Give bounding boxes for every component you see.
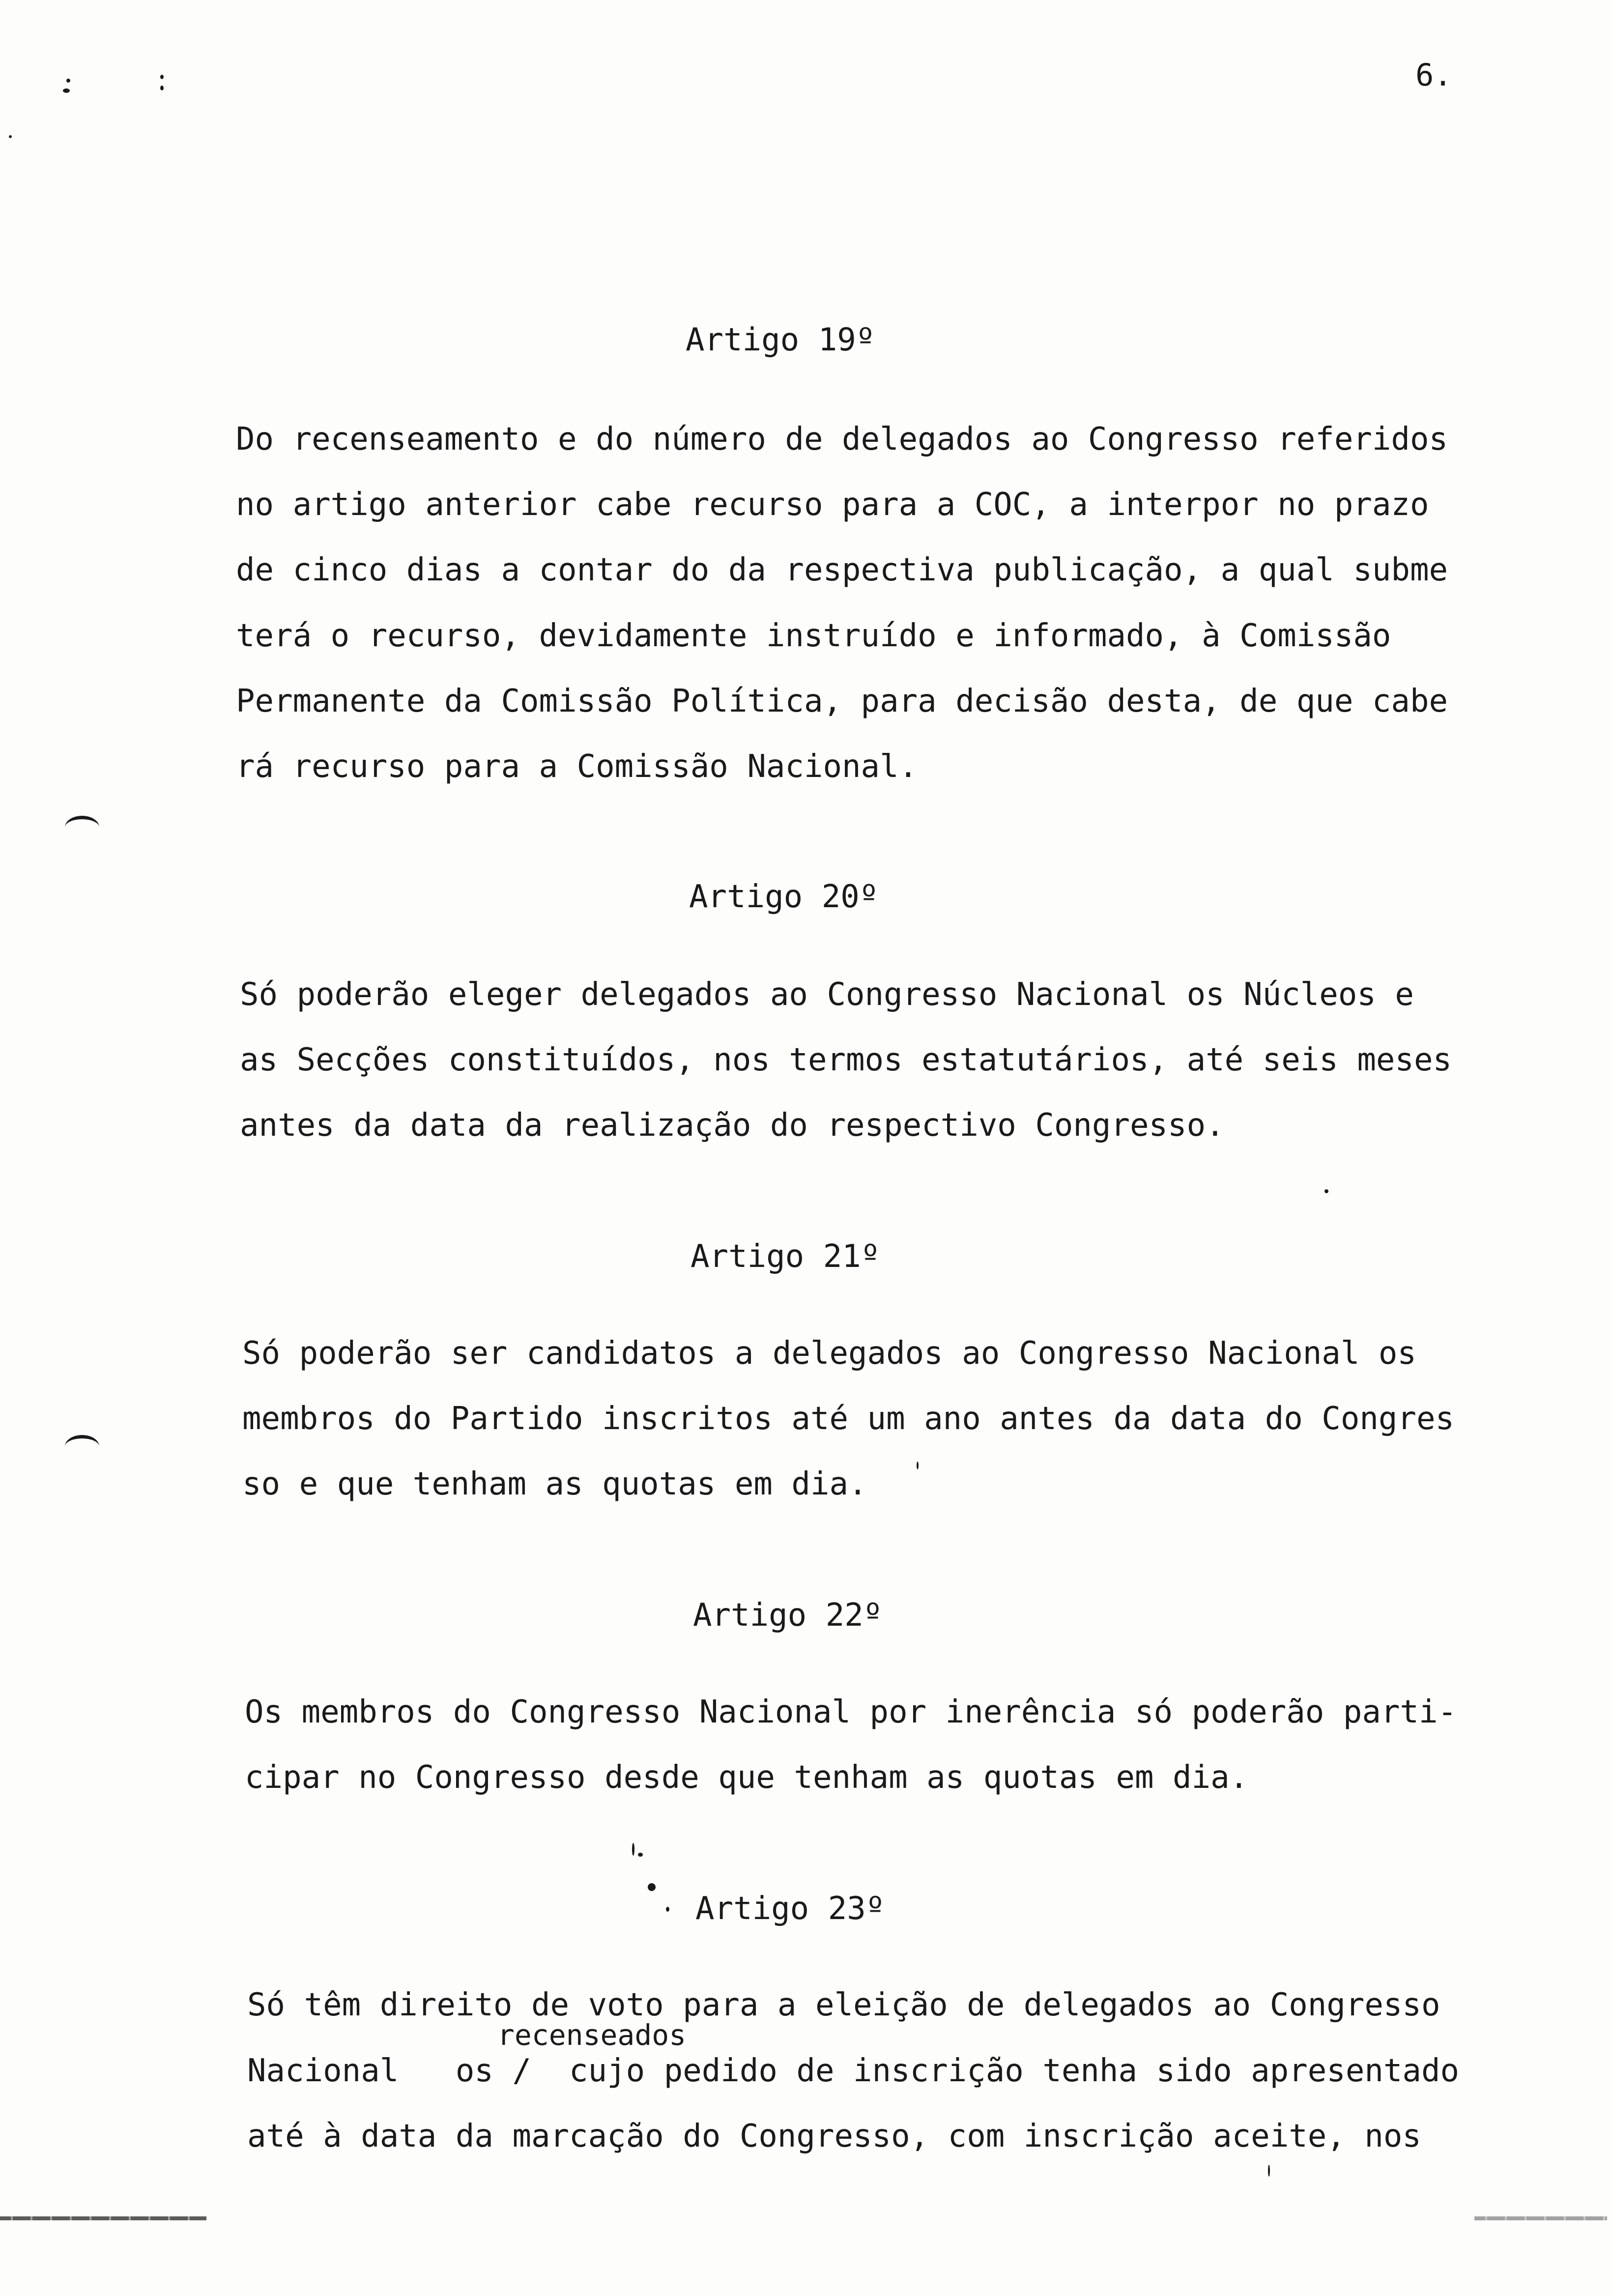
article-line: Os membros do Congresso Nacional por inerência só poderão parti- <box>245 1694 1457 1730</box>
scan-edge-streak <box>0 2216 206 2220</box>
scan-speck <box>1324 1189 1328 1193</box>
article-heading: Artigo 22º <box>693 1597 883 1634</box>
article-line: antes da data da realização do respectivo Congresso. <box>240 1107 1225 1144</box>
scan-speck <box>66 79 70 83</box>
scan-speck <box>160 86 164 90</box>
scan-speck <box>160 75 164 79</box>
article-line: de cinco dias a contar do da respectiva publicação, a qual subme <box>236 552 1448 588</box>
scan-speck <box>666 1907 669 1912</box>
article-heading: Artigo 19º <box>686 322 875 358</box>
page-number: 6. <box>1415 57 1452 93</box>
article-line: Só têm direito de voto para a eleição de delegados ao Congresso <box>247 1987 1440 2023</box>
scan-speck <box>648 1883 656 1891</box>
punch-hole-arc <box>65 816 99 839</box>
article-line: rá recurso para a Comissão Nacional. <box>236 748 918 785</box>
article-heading: Artigo 20º <box>689 879 879 915</box>
article-line: Só poderão eleger delegados ao Congresso Nacional os Núcleos e <box>240 976 1414 1013</box>
scan-speck <box>917 1462 919 1469</box>
article-line: Do recenseamento e do número de delegados ao Congresso referidos <box>236 421 1448 458</box>
article-line: terá o recurso, devidamente instruído e informado, à Comissão <box>236 618 1391 654</box>
article-line: cipar no Congresso desde que tenham as quotas em dia. <box>245 1759 1249 1796</box>
punch-hole-arc <box>65 1435 99 1458</box>
scan-speck <box>9 135 12 138</box>
scan-speck <box>1268 2165 1270 2177</box>
article-line: até à data da marcação do Congresso, com inscrição aceite, nos <box>247 2118 1421 2154</box>
article-heading: Artigo 23º <box>695 1891 885 1927</box>
scan-speck <box>638 1853 643 1857</box>
scan-speck <box>63 88 70 93</box>
article-line: so e que tenham as quotas em dia. <box>242 1466 867 1502</box>
article-line: as Secções constituídos, nos termos estatutários, até seis meses <box>240 1042 1452 1078</box>
scan-edge-streak <box>1474 2216 1607 2220</box>
article-line: Só poderão ser candidatos a delegados ao Congresso Nacional os <box>242 1335 1416 1372</box>
article-heading: Artigo 21º <box>691 1238 880 1275</box>
article-line: membros do Partido inscritos até um ano antes da data do Congres <box>242 1401 1454 1437</box>
article-line: Permanente da Comissão Política, para decisão desta, de que cabe <box>236 683 1448 719</box>
article-line: no artigo anterior cabe recurso para a COC, a interpor no prazo <box>236 487 1429 523</box>
scan-speck <box>632 1843 634 1856</box>
handwritten-insertion: recenseados <box>497 2018 687 2052</box>
article-line: Nacional os / cujo pedido de inscrição tenha sido apresentado <box>247 2053 1459 2089</box>
